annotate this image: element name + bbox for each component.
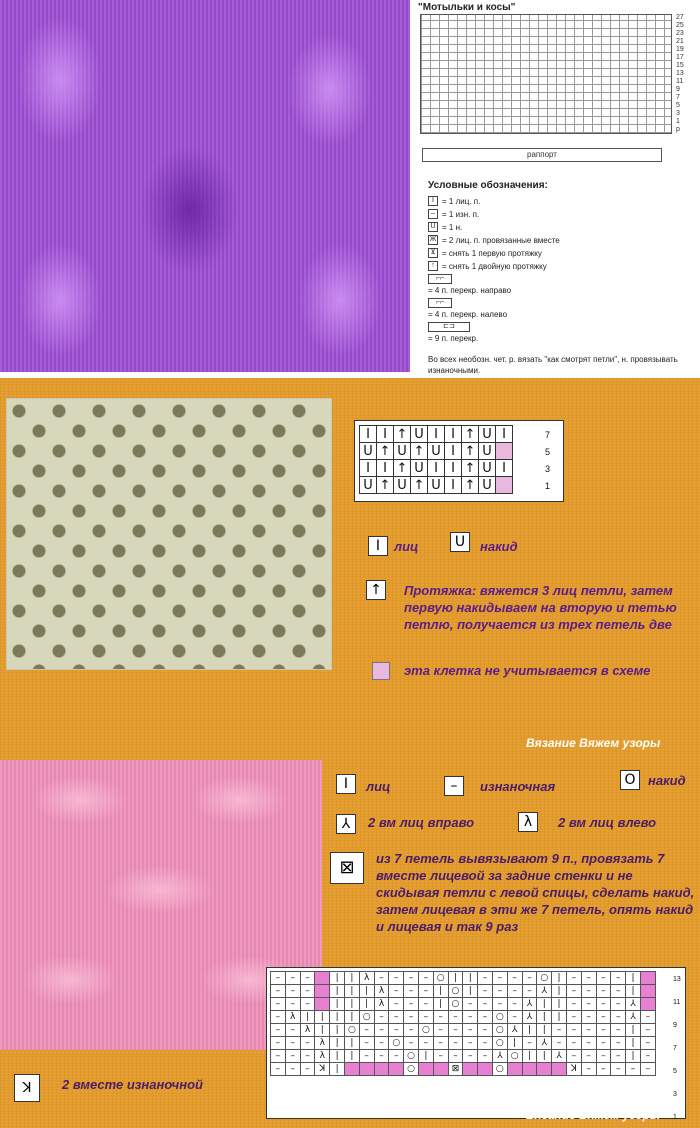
legend-item: = 4 п. перекр. налево: [428, 310, 508, 319]
cable-right-icon: ⌐⌐: [428, 274, 452, 284]
legend-p2tog: 2 вместе изнаночной: [62, 1077, 203, 1092]
legend-knit-label: лиц: [394, 539, 419, 554]
site-watermark: Вязание Вяжем узоры: [526, 1108, 661, 1122]
p2tog-icon: ꓘ: [14, 1074, 40, 1102]
legend-item: [428, 322, 470, 332]
rapport-label: раппорт: [422, 148, 662, 162]
chart-3-row-numbers: 13 11 9 7 5 3 1: [673, 976, 681, 1121]
chart-row: – λ | | | | ○ – – – – – – – – ○ – ⅄ | | – – – – ⅄ –: [271, 1011, 656, 1024]
slip-double-strand-icon: ↑: [428, 261, 438, 271]
legend-yo-label: накид: [648, 773, 686, 788]
pattern-chart-3: [266, 967, 686, 1119]
purple-knit-photo: [0, 0, 410, 372]
legend-pull-description: Протяжка: вяжется 3 лиц петли, затем первую накидываем на вторую и тетью петлю, получается из трех петель две: [404, 583, 677, 632]
slip-strand-icon: ⊻: [428, 248, 438, 258]
legend-knit-label: лиц: [366, 779, 391, 794]
chart-row: – – – | | | λ – – – | ○ – – – – ⅄ | | – – – – ⅄: [271, 998, 656, 1011]
yarn-over-icon: U: [428, 222, 438, 232]
chart-row: U ↑ U ↑ U I ↑ U: [360, 477, 513, 494]
legend-yo-label: накид: [480, 539, 518, 554]
pattern-section-honeycomb: [0, 378, 700, 756]
pattern-section-butterflies: [0, 756, 700, 1128]
k2tog-right-icon: ⅄: [336, 814, 356, 834]
legend-ignored-cell: эта клетка не учитывается в схеме: [404, 663, 651, 678]
yarn-over-icon: O: [620, 770, 640, 790]
chart-row: – – – ꓘ | ○ ⊠ ○ ꓘ – – – – –: [271, 1063, 656, 1076]
ignored-cell-swatch: [372, 662, 390, 680]
chart-row: – – – λ | | – – ○ – – – – – – ○ | – ⅄ – – – – – | –: [271, 1037, 656, 1050]
pattern-chart-1: [420, 14, 672, 134]
chart-2-row-numbers: 7 5 3 1: [545, 430, 551, 491]
legend-item: = 9 п. перекр.: [428, 334, 479, 343]
chart-row: I I ↑ U I I ↑ U I: [360, 426, 513, 443]
knit-icon: I: [428, 196, 438, 206]
cream-knit-photo: [6, 398, 332, 670]
pattern-title: "Мотыльки и косы": [418, 2, 516, 13]
legend-item: U = 1 н.: [428, 222, 462, 232]
chart-row: I I ↑ U I I ↑ U I: [360, 460, 513, 477]
chart-3-grid: [270, 971, 656, 1076]
legend-k2tog-left: 2 вм лиц влево: [558, 815, 657, 830]
legend-item: – = 1 изн. п.: [428, 209, 479, 219]
cable-left-icon: ⌐⌐: [428, 298, 452, 308]
knit-icon: I: [368, 536, 388, 556]
ignored-cell: [496, 443, 513, 460]
legend-item: ⊻ = снять 1 первую протяжку: [428, 248, 542, 258]
legend-purl-label: изнаночная: [480, 779, 556, 794]
legend-k2tog-right: 2 вм лиц вправо: [368, 815, 475, 830]
legend-title: Условные обозначения:: [428, 180, 548, 191]
chart-2-grid: [359, 425, 513, 494]
site-watermark: Вязание Вяжем узоры: [526, 736, 661, 750]
chart-row: U ↑ U ↑ U I ↑ U: [360, 443, 513, 460]
purl-icon: –: [444, 776, 464, 796]
legend-item: Ж = 2 лиц. п. провязанные вместе: [429, 235, 560, 245]
legend-cluster-description: из 7 петель вывязывают 9 п., провязать 7 вместе лицевой за задние стенки и не скидывая петли с левой спицы, сделать накид, затем лицевая в эти же 7 петель, опять накид и лицевая и так 9 раз: [376, 851, 695, 934]
yarn-over-icon: U: [450, 532, 470, 552]
legend-item: I = 1 лиц. п.: [428, 196, 480, 206]
k2tog-icon: Ж: [429, 236, 437, 243]
chart-row: – – λ | | ○ – – – – ○ – – – – ○ ⅄ | | – – – – – | –: [271, 1024, 656, 1037]
chart-note: Во всех необозн. чет. р. вязать "как смотрят петли", н. провязывать изнаночными.: [428, 355, 678, 375]
chart-1-row-numbers: 27 25 23 21 19 17 15 13 11 9 7 5 3 1 р: [676, 14, 684, 133]
pattern-section-moths: [0, 0, 700, 378]
legend-item: [428, 274, 452, 284]
legend-item: = 4 п. перекр. направо: [428, 286, 512, 295]
legend-item: [428, 298, 452, 308]
legend-item: ↑ = снять 1 двойную протяжку: [428, 261, 547, 271]
cross-9-icon: ⊏⊐: [428, 322, 470, 332]
k2tog-left-icon: λ: [518, 812, 538, 832]
chart-row: – – – λ | | – – – ○ | – – – – ⅄ ○ | | ⅄ – – – – | –: [271, 1050, 656, 1063]
pull-up-arrow-icon: ↑: [366, 580, 386, 600]
cluster-9-icon: ⊠: [330, 852, 364, 884]
ignored-cell: [496, 477, 513, 494]
pattern-chart-2: [354, 420, 564, 502]
chart-row: – – – | | | λ – – – | ○ | – – – – ⅄ | – – – – |: [271, 985, 656, 998]
purl-icon: –: [428, 209, 438, 219]
knit-icon: I: [336, 774, 356, 794]
chart-row: – – – | | λ – – – – ○ | | – – – – ○ | – – – – |: [271, 972, 656, 985]
